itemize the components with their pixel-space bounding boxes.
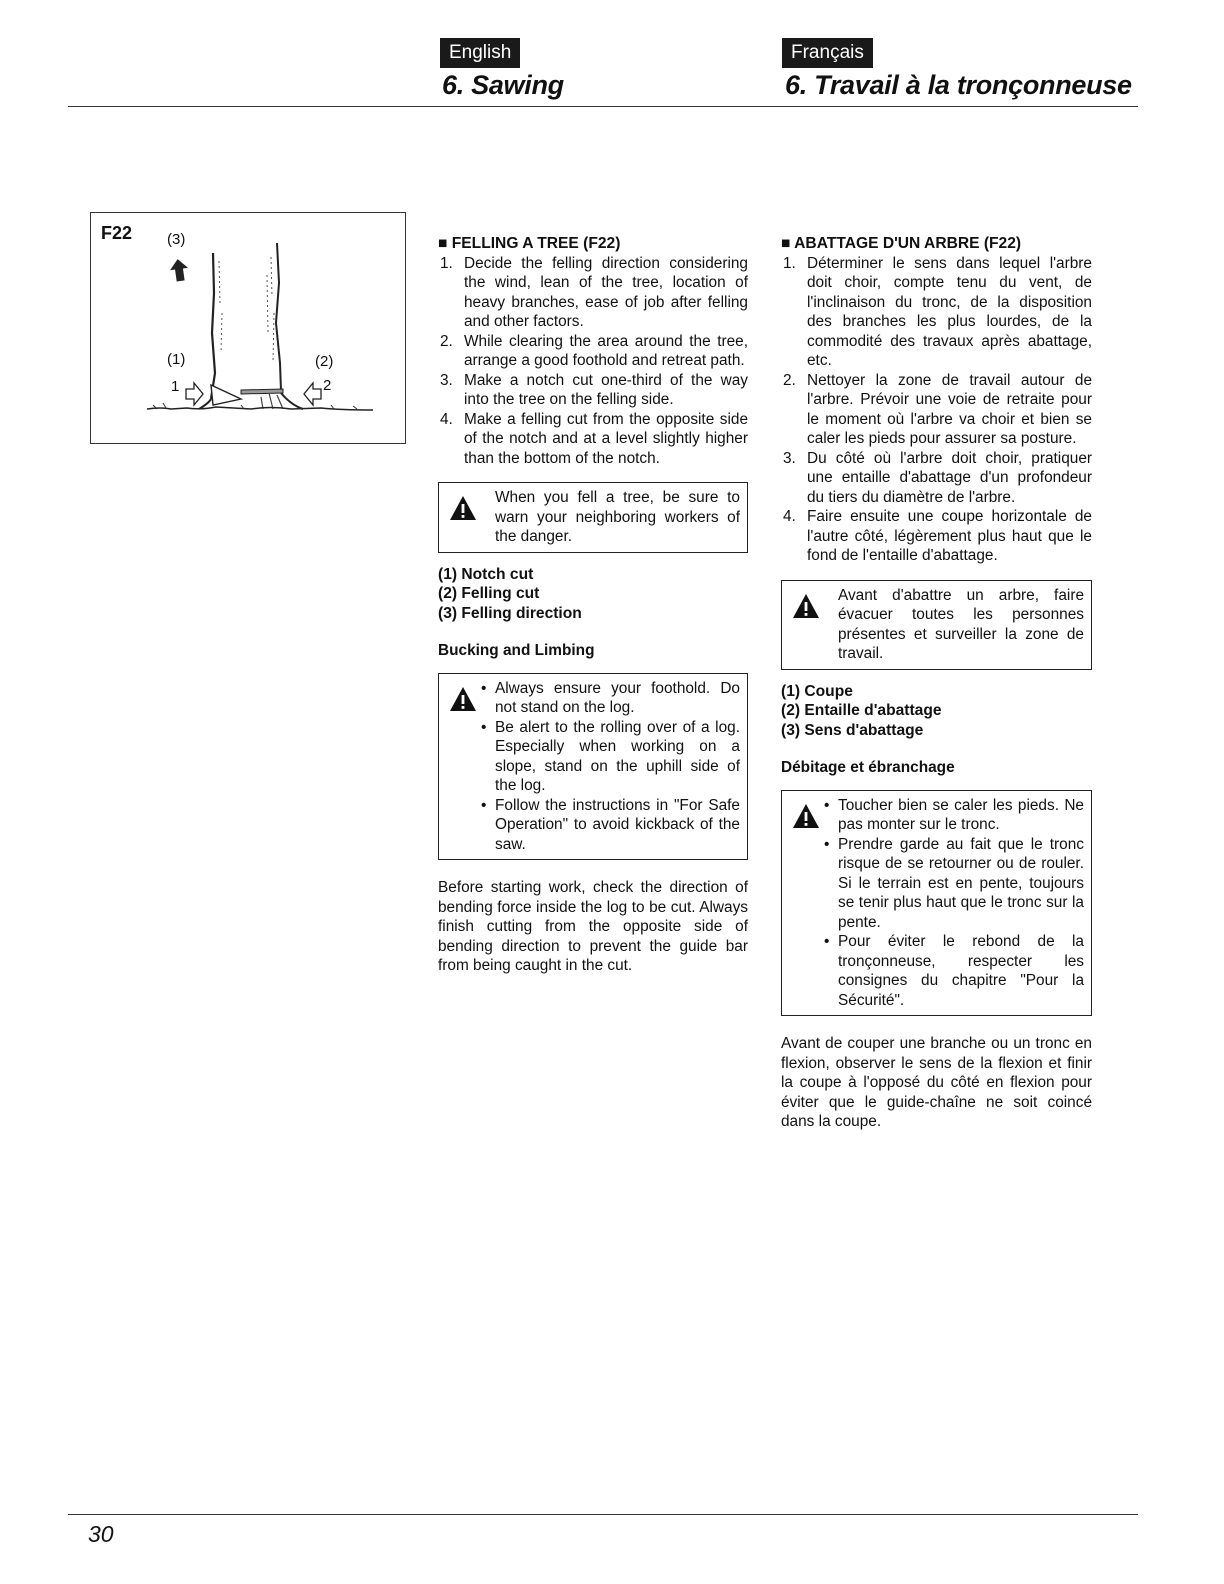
list-item: • Pour éviter le rebond de la tronçonneuse, respecter les consignes du chapitre "Pour la Sécurité". [824, 933, 1084, 1009]
french-language-badge: Français [782, 38, 873, 68]
english-language-badge: English [440, 38, 520, 68]
list-item: 1. Decide the felling direction considering the wind, lean of the tree, location of heavy branches, ease of job after felling and other factors. [440, 254, 748, 330]
english-column [438, 234, 748, 976]
french-bucking-warning [781, 790, 1092, 1017]
tree-felling-illustration [91, 213, 404, 442]
list-item: 1. Déterminer le sens dans lequel l'arbre doit choir, compte tenu du vent, de l'inclinaison du tronc, de la disposition des branches les plus lourdes, de la commodité des travaux après abattage, etc. [783, 254, 1092, 369]
list-item: 4. Make a felling cut from the opposite side of the notch and at a level slightly higher than the bottom of the notch. [440, 410, 748, 467]
french-column [781, 234, 1092, 1132]
french-bucking-subheading: Débitage et ébranchage [781, 759, 955, 776]
french-closing-paragraph: Avant de couper une branche ou un tronc en flexion, observer le sens de la flexion et finir la coupe à l'opposé du côté en flexion pour éviter que le guide-chaîne ne soit coincé dans la coupe. [781, 1035, 1092, 1130]
callout-felling-cut: (2) [315, 353, 334, 370]
warning-icon [792, 803, 820, 829]
list-item: • Prendre garde au fait que le tronc risque de se retourner ou de rouler. Si le terrain est en pente, toujours se tenir plus haut que le tronc sur la pente. [824, 835, 1084, 931]
warning-icon [792, 593, 820, 619]
warning-icon [449, 686, 477, 712]
english-felling-heading: ■ FELLING A TREE (F22) [438, 235, 621, 252]
arrow-label-1: 1 [171, 378, 180, 395]
english-bucking-warning [438, 673, 748, 861]
english-section-title: 6. Sawing [442, 70, 564, 100]
list-item: 2. While clearing the area around the tree, arrange a good foothold and retreat path. [440, 332, 748, 369]
notch-arrow-icon [186, 383, 203, 405]
english-closing-paragraph: Before starting work, check the direction of bending force inside the log to be cut. Always finish cutting from the opposite side of bending direction to prevent the guide bar from being caught in the cut. [438, 879, 748, 974]
header-rule [68, 106, 1138, 107]
felling-arrow-icon [304, 383, 321, 405]
list-item: 4. Faire ensuite une coupe horizontale de l'autre côté, légèrement plus haut que le fond de l'entaille d'abattage. [783, 508, 1092, 564]
list-item: • Be alert to the rolling over of a log. Especially when working on a slope, stand on the uphill side of the log. [481, 718, 740, 794]
list-item: 3. Du côté où l'arbre doit choir, pratiquer une entaille d'abattage d'un profondeur du tiers du diamètre de l'arbre. [783, 449, 1092, 506]
callout-notch-cut: (1) [167, 351, 186, 368]
list-item: • Toucher bien se caler les pieds. Ne pas monter sur le tronc. [824, 796, 1084, 833]
arrow-label-2: 2 [323, 377, 332, 394]
direction-arrow-icon [169, 258, 190, 282]
figure-f22 [90, 212, 406, 444]
list-item: 3. Make a notch cut one-third of the way into the tree on the felling side. [440, 371, 748, 408]
list-item: 2. Nettoyer la zone de travail autour de l'arbre. Prévoir une voie de retraite pour le moment où l'arbre va choir et bien se caler les pieds pour assurer sa posture. [783, 371, 1092, 447]
warning-icon [449, 495, 477, 521]
english-felling-warning: When you fell a tree, be sure to warn your neighboring workers of the danger. [438, 482, 748, 553]
figure-label: F22 [101, 223, 133, 243]
page-number: 30 [88, 1521, 114, 1547]
list-item: • Follow the instructions in "For Safe Operation" to avoid kickback of the saw. [481, 796, 740, 853]
footer-rule [68, 1514, 1138, 1515]
english-legend: (1) Notch cut (2) Felling cut (3) Felling direction [438, 565, 582, 622]
list-item: • Always ensure your foothold. Do not stand on the log. [481, 679, 740, 716]
english-felling-steps [438, 254, 748, 469]
callout-felling-direction: (3) [167, 231, 186, 248]
french-legend: (1) Coupe (2) Entaille d'abattage (3) Sens d'abattage [781, 682, 942, 739]
french-felling-heading: ■ ABATTAGE D'UN ARBRE (F22) [781, 235, 1022, 252]
french-section-title: 6. Travail à la tronçonneuse [785, 70, 1132, 100]
english-bucking-subheading: Bucking and Limbing [438, 642, 595, 659]
french-felling-steps [781, 254, 1092, 566]
french-felling-warning: Avant d'abattre un arbre, faire évacuer toutes les personnes présentes et surveiller la zone de travail. [781, 580, 1092, 670]
